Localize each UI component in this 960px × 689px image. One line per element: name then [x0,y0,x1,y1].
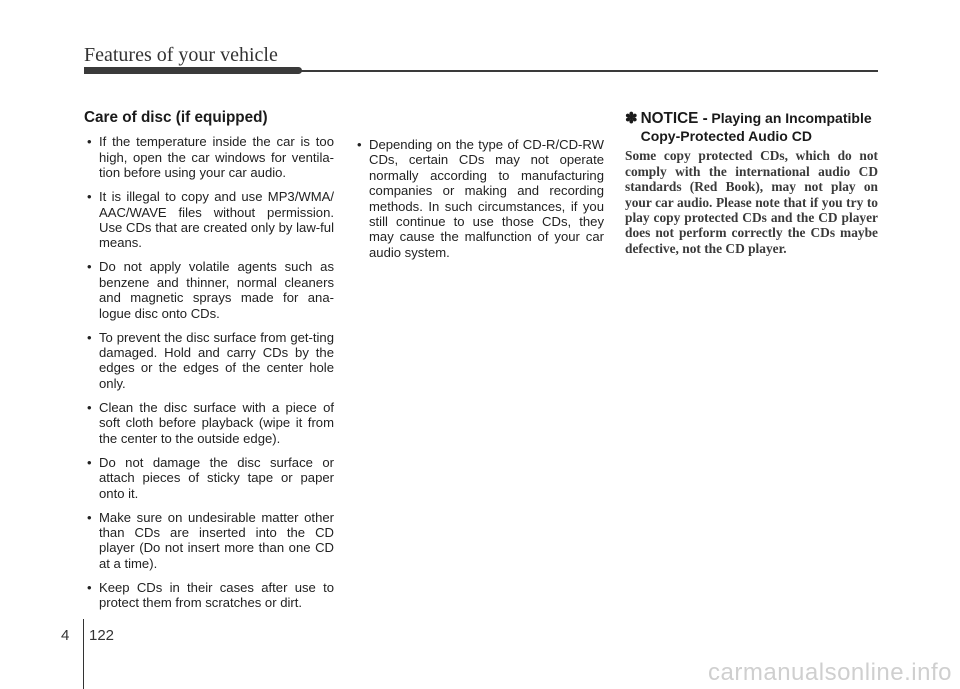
notice-title: Playing an Incompatible Copy-Protected Audio CD [640,110,872,144]
care-bullet: • Do not damage the disc surface or attach pieces of sticky tape or paper onto it. [84,455,334,501]
care-section-column-1 [84,110,334,619]
care-bullet: • To prevent the disc surface from get-ting damaged. Hold and carry CDs by the edges or the edges of the center hole only. [84,330,334,392]
care-bullet: • It is illegal to copy and use MP3/WMA/ AAC/WAVE files without permission. Use CDs that are created only by law-ful means. [84,189,334,251]
care-bullet-list-continued [354,137,604,260]
care-bullet: • Do not apply volatile agents such as benzene and thinner, normal cleaners and magnetic sprays made for ana-logue disc onto CDs. [84,259,334,321]
care-bullet: • Keep CDs in their cases after use to protect them from scratches or dirt. [84,580,334,611]
page-section-number: 4 [61,627,70,644]
header-accent-bar [84,67,302,74]
care-bullet: • Depending on the type of CD-R/CD-RW CDs, certain CDs may not operate normally according to manufacturing companies or making and recording methods. In such circumstances, if you still continue to use those CDs, they may cause the malfunction of your car audio system. [354,137,604,260]
footer-divider [83,619,84,689]
care-bullet: • If the temperature inside the car is too high, open the car windows for ventila-tion before using your car audio. [84,134,334,180]
care-section-title: Care of disc (if equipped) [84,109,268,126]
header-rule [300,70,878,72]
notice-body: Some copy protected CDs, which do not comply with the international audio CD standards (Red Book), may not play on your car audio. Please note that if you try to play copy protected CDs and the CD player does not perform correctly the CDs maybe defective, not the CD player. [625,148,878,256]
page-header-title: Features of your vehicle [84,44,278,66]
notice-asterisk-icon: ✽ [625,110,638,127]
notice-label: NOTICE - [640,110,708,127]
care-bullet: • Make sure on undesirable matter other than CDs are inserted into the CD player (Do not insert more than one CD at a time). [84,510,334,572]
care-bullet-list [84,134,334,610]
care-bullet: • Clean the disc surface with a piece of soft cloth before playback (wipe it from the center to the outside edge). [84,400,334,446]
watermark: carmanualsonline.info [708,659,952,686]
page-number: 122 [89,627,115,644]
notice-column [625,110,878,256]
care-section-column-2 [354,137,604,269]
notice-header [625,110,878,144]
